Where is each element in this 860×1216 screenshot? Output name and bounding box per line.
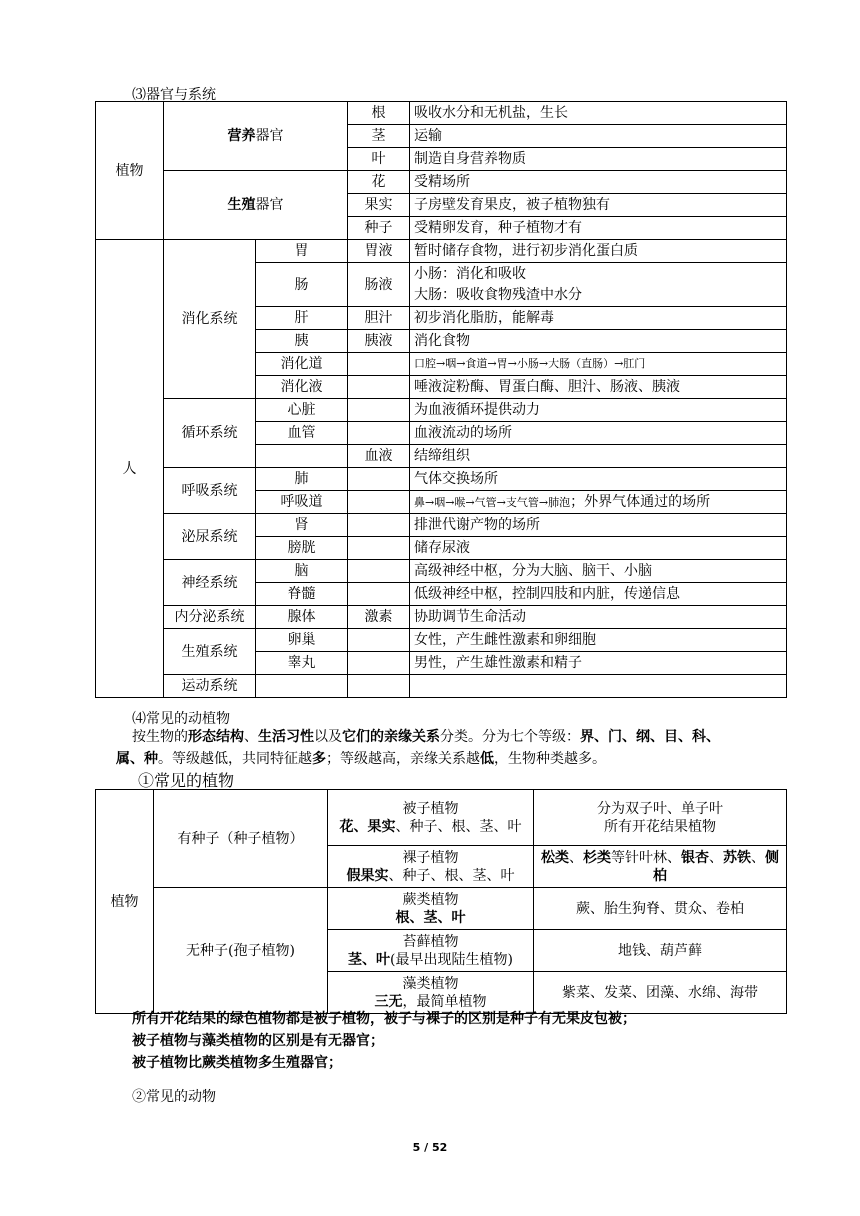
endocrine-system: 内分泌系统 <box>164 606 256 629</box>
table-cell <box>348 376 410 399</box>
table-cell: 低级神经中枢，控制四肢和内脏，传递信息 <box>410 583 787 606</box>
angiosperm-desc: 分为双子叶、单子叶 所有开花结果植物 <box>534 790 787 846</box>
table-cell: 叶 <box>348 148 410 171</box>
urinary-system: 泌尿系统 <box>164 514 256 560</box>
fern-cell: 蕨类植物 根、茎、叶 <box>328 888 534 930</box>
algae-desc: 紫菜、发菜、团藻、水绵、海带 <box>534 972 787 1014</box>
table-cell: 消化液 <box>256 376 348 399</box>
plant-label: 植物 <box>96 790 154 1014</box>
sub-heading: ①常见的植物 <box>138 771 235 790</box>
table-cell: 种子 <box>348 217 410 240</box>
algae-cell: 藻类植物 三无，最简单植物 <box>328 972 534 1014</box>
table-cell <box>348 422 410 445</box>
moss-cell: 苔藓植物 茎、叶(最早出现陆生植物) <box>328 930 534 972</box>
table-cell: 气体交换场所 <box>410 468 787 491</box>
table-cell: 男性，产生雄性激素和精子 <box>410 652 787 675</box>
nervous-system: 神经系统 <box>164 560 256 606</box>
table-cell: 睾丸 <box>256 652 348 675</box>
table-cell <box>256 675 348 698</box>
respiratory-system: 呼吸系统 <box>164 468 256 514</box>
table-cell: 胃 <box>256 240 348 263</box>
table-cell <box>256 445 348 468</box>
table-cell: 血液 <box>348 445 410 468</box>
table-cell <box>348 353 410 376</box>
circulatory-system: 循环系统 <box>164 399 256 468</box>
table-cell: 口腔→咽→食道→胃→小肠→大肠（直肠）→肛门 <box>410 353 787 376</box>
table-cell: 暂时储存食物，进行初步消化蛋白质 <box>410 240 787 263</box>
table-cell: 初步消化脂肪，能解毒 <box>410 307 787 330</box>
table-cell: 高级神经中枢，分为大脑、脑干、小脑 <box>410 560 787 583</box>
table-cell: 储存尿液 <box>410 537 787 560</box>
gymnosperm-cell: 裸子植物 假果实、种子、根、茎、叶 <box>328 846 534 888</box>
seed-plants: 有种子（种子植物） <box>154 790 328 888</box>
table-cell <box>348 560 410 583</box>
table-cell: 运输 <box>410 125 787 148</box>
table-cell: 肠 <box>256 263 348 307</box>
reproductive-system: 生殖系统 <box>164 629 256 675</box>
section-heading: ⑶器官与系统 <box>132 87 216 103</box>
fern-desc: 蕨、胎生狗脊、贯众、卷柏 <box>534 888 787 930</box>
table-cell: 血液流动的场所 <box>410 422 787 445</box>
organs-systems-table <box>95 101 787 698</box>
reproductive-organs: 生殖器官 <box>164 171 348 240</box>
moss-desc: 地钱、葫芦藓 <box>534 930 787 972</box>
table-cell: 胆汁 <box>348 307 410 330</box>
table-cell <box>348 468 410 491</box>
table-cell: 卵巢 <box>256 629 348 652</box>
sub-heading: ②常见的动物 <box>132 1089 216 1105</box>
table-cell: 受精场所 <box>410 171 787 194</box>
table-cell: 肺 <box>256 468 348 491</box>
table-cell: 脊髓 <box>256 583 348 606</box>
note-line: 被子植物比蕨类植物多生殖器官； <box>132 1055 342 1071</box>
table-cell: 心脏 <box>256 399 348 422</box>
table-cell: 茎 <box>348 125 410 148</box>
table-cell: 排泄代谢产物的场所 <box>410 514 787 537</box>
human-label: 人 <box>96 240 164 698</box>
table-cell: 小肠：消化和吸收 大肠：吸收食物残渣中水分 <box>410 263 787 307</box>
nutritive-organs: 营养器官 <box>164 102 348 171</box>
table-cell <box>348 629 410 652</box>
table-cell <box>348 399 410 422</box>
digestive-system: 消化系统 <box>164 240 256 399</box>
table-cell: 腺体 <box>256 606 348 629</box>
table-cell: 肾 <box>256 514 348 537</box>
plant-label: 植物 <box>96 102 164 240</box>
table-cell: 唾液淀粉酶、胃蛋白酶、胆汁、肠液、胰液 <box>410 376 787 399</box>
table-cell: 肝 <box>256 307 348 330</box>
table-cell <box>348 652 410 675</box>
classification-paragraph: 按生物的形态结构、生活习性以及它们的亲缘关系分类。分为七个等级：界、门、纲、目、科、 属、种。等级越低，共同特征越多；等级越高，亲缘关系越低，生物种类越多。 <box>116 729 720 767</box>
table-cell <box>410 675 787 698</box>
table-cell: 吸收水分和无机盐，生长 <box>410 102 787 125</box>
spore-plants: 无种子(孢子植物) <box>154 888 328 1014</box>
table-cell: 制造自身营养物质 <box>410 148 787 171</box>
table-cell <box>348 537 410 560</box>
table-cell: 膀胱 <box>256 537 348 560</box>
table-cell: 呼吸道 <box>256 491 348 514</box>
table-cell <box>348 675 410 698</box>
table-cell: 消化道 <box>256 353 348 376</box>
gymnosperm-desc: 松类、杉类等针叶林、银杏、苏铁、侧柏 <box>534 846 787 888</box>
notes <box>132 1008 812 1074</box>
plants-table <box>95 789 787 1014</box>
table-cell: 花 <box>348 171 410 194</box>
table-cell: 血管 <box>256 422 348 445</box>
table-cell: 肠液 <box>348 263 410 307</box>
table-cell: 胃液 <box>348 240 410 263</box>
table-cell: 鼻→咽→喉→气管→支气管→肺泡；外界气体通过的场所 <box>410 491 787 514</box>
motor-system: 运动系统 <box>164 675 256 698</box>
table-cell: 结缔组织 <box>410 445 787 468</box>
table-cell: 子房壁发育果皮，被子植物独有 <box>410 194 787 217</box>
note-line: 所有开花结果的绿色植物都是被子植物，被子与裸子的区别是种子有无果皮包被； <box>132 1011 636 1027</box>
table-cell <box>348 583 410 606</box>
table-cell: 脑 <box>256 560 348 583</box>
table-cell: 消化食物 <box>410 330 787 353</box>
table-cell: 胰液 <box>348 330 410 353</box>
table-cell: 为血液循环提供动力 <box>410 399 787 422</box>
table-cell: 胰 <box>256 330 348 353</box>
table-cell: 果实 <box>348 194 410 217</box>
table-cell: 激素 <box>348 606 410 629</box>
table-cell: 女性，产生雌性激素和卵细胞 <box>410 629 787 652</box>
table-cell <box>348 491 410 514</box>
section-heading: ⑷常见的动植物 <box>132 711 230 727</box>
table-cell <box>348 514 410 537</box>
note-line: 被子植物与藻类植物的区别是有无器官； <box>132 1033 384 1049</box>
angiosperm-cell: 被子植物 花、果实、种子、根、茎、叶 <box>328 790 534 846</box>
table-cell: 根 <box>348 102 410 125</box>
page-number: 5 / 52 <box>412 1141 448 1154</box>
table-cell: 受精卵发育，种子植物才有 <box>410 217 787 240</box>
table-cell: 协助调节生命活动 <box>410 606 787 629</box>
